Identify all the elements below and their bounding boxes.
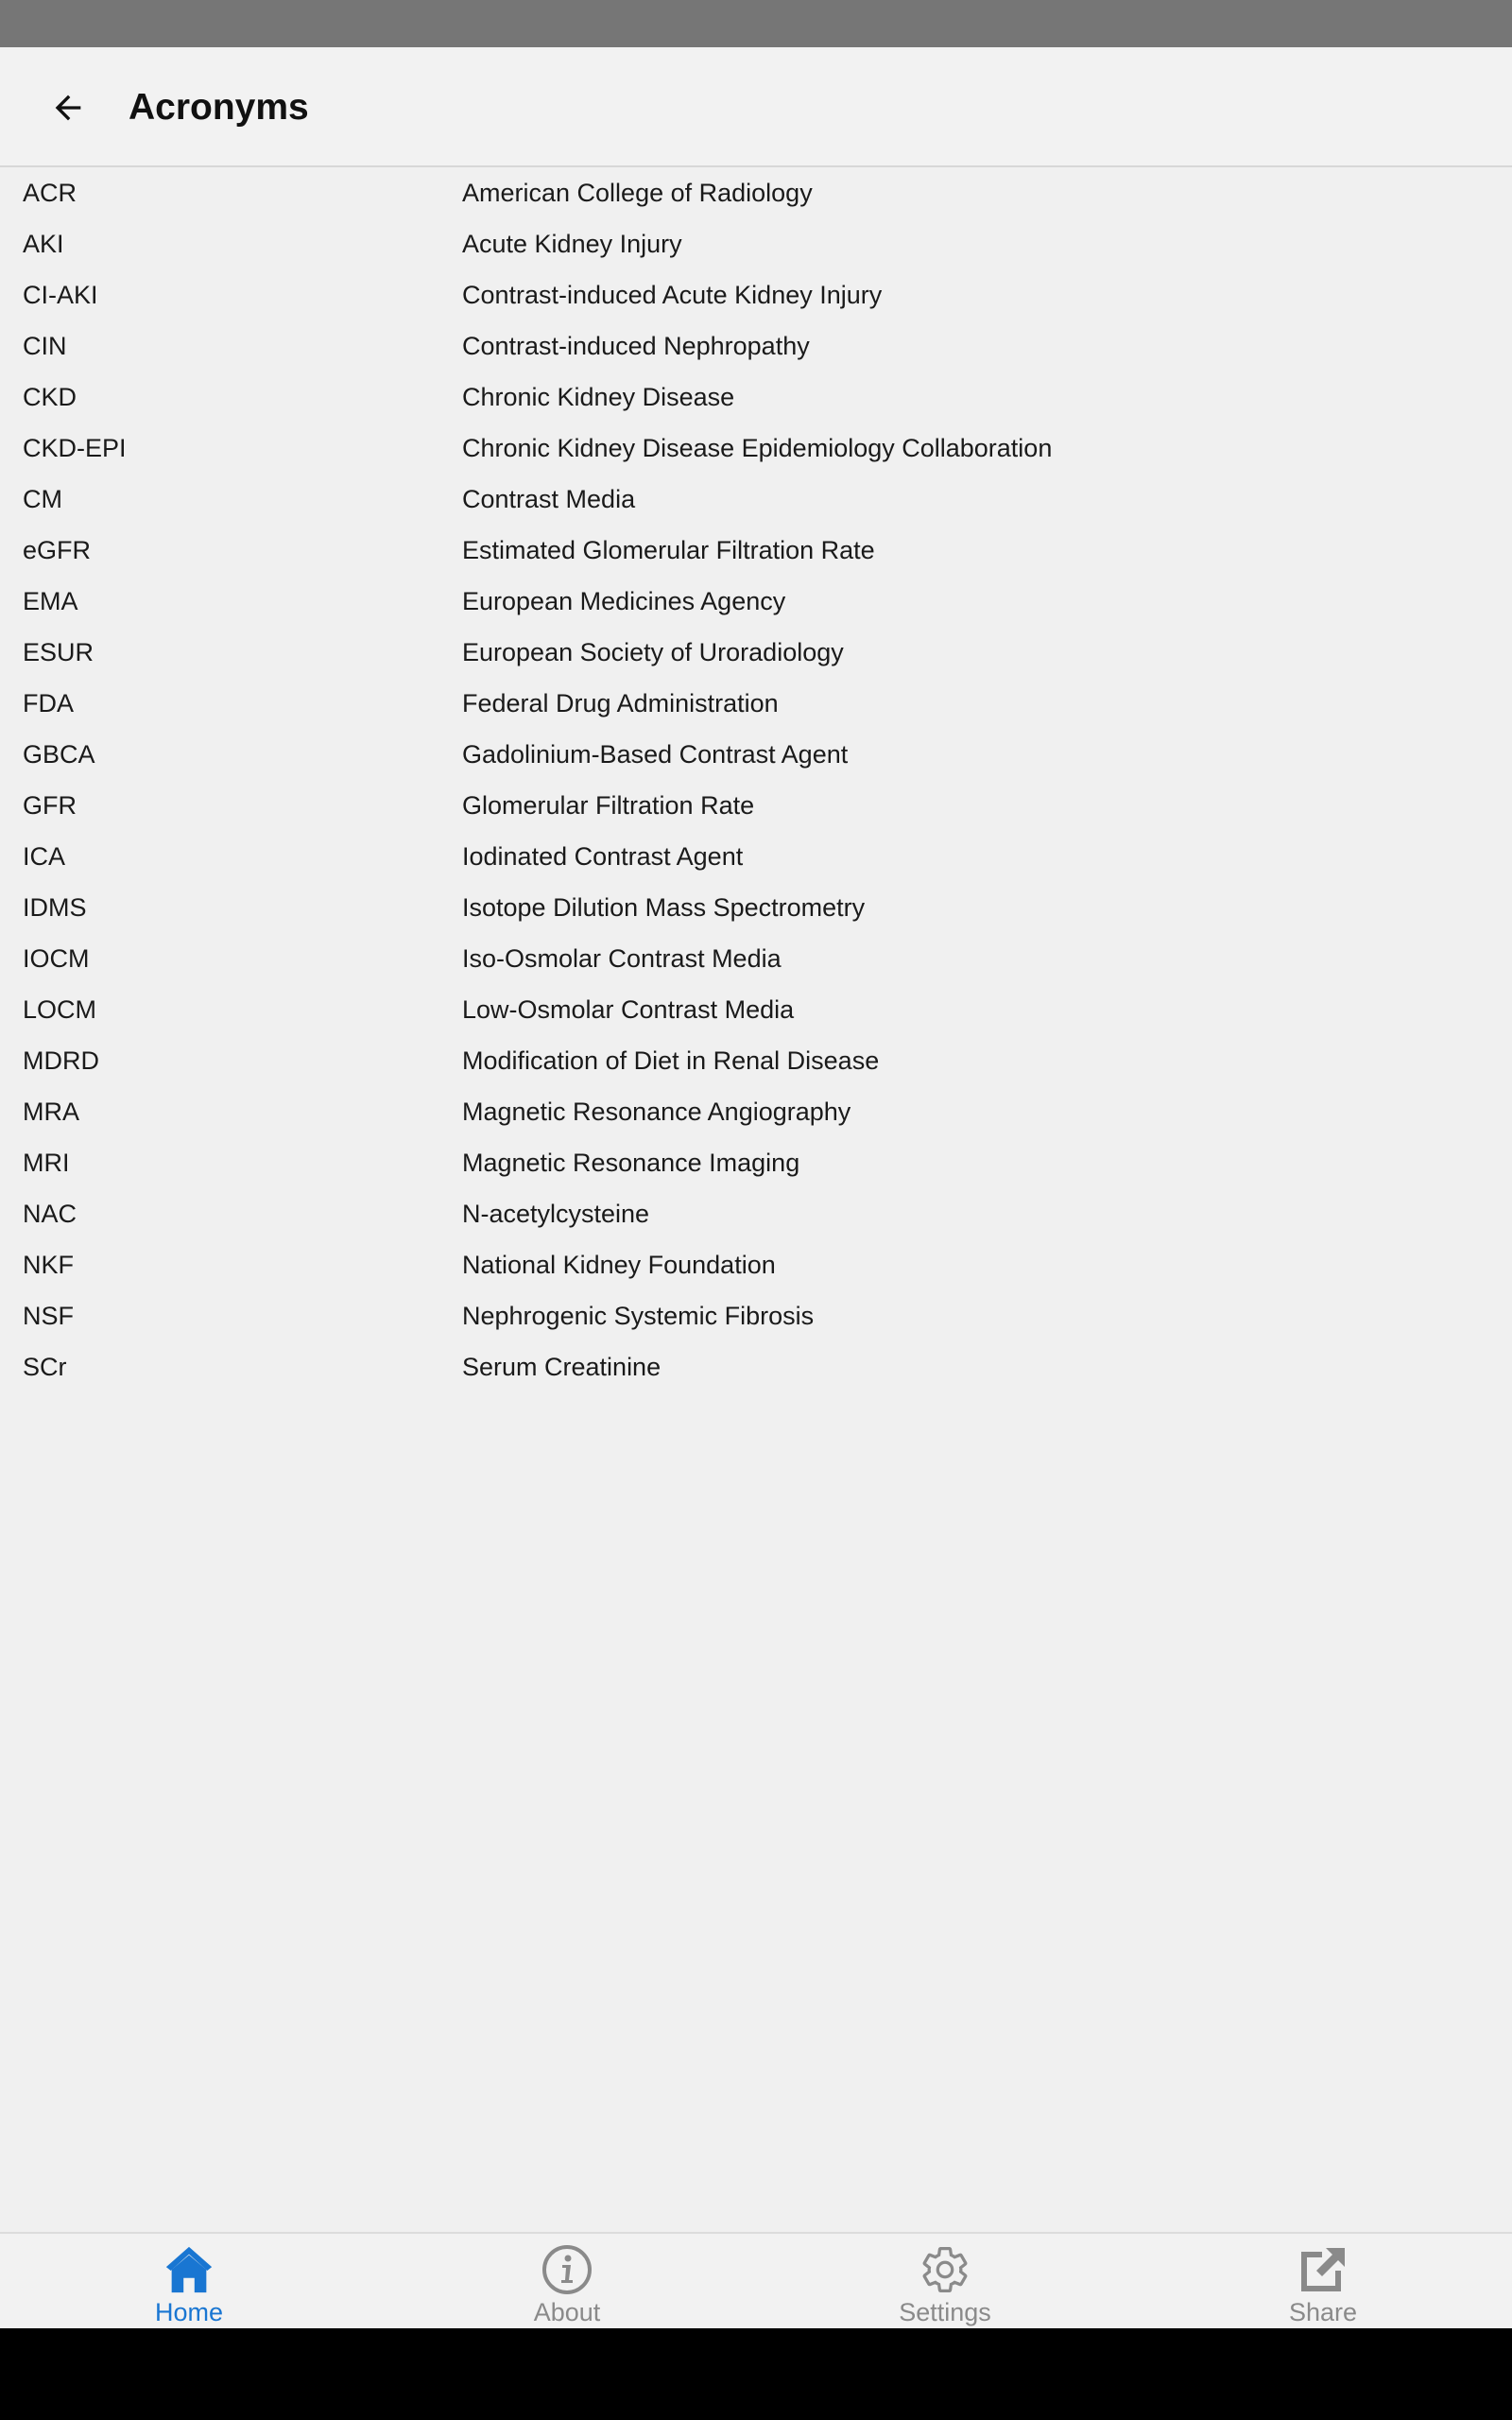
nav-label: Home [154,2298,224,2326]
app-bar [0,47,1512,167]
acronym-abbr: ACR [23,179,77,207]
list-item [0,474,1512,525]
nav-home[interactable] [0,2234,378,2328]
acronym-definition: National Kidney Foundation [462,1251,776,1279]
acronym-definition: Federal Drug Administration [462,689,779,717]
acronym-definition: American College of Radiology [462,179,813,207]
acronym-definition: Contrast Media [462,485,636,513]
list-item [0,1188,1512,1239]
acronym-abbr: NAC [23,1200,77,1228]
nav-about[interactable] [378,2234,756,2328]
acronym-definition: Magnetic Resonance Angiography [462,1098,851,1126]
acronym-abbr: IDMS [23,893,87,922]
acronym-abbr: CKD [23,383,77,411]
acronym-definition: European Society of Uroradiology [462,638,844,666]
list-item [0,576,1512,627]
acronym-abbr: NSF [23,1302,74,1330]
acronym-abbr: CM [23,485,62,513]
list-item [0,423,1512,474]
nav-label: Share [1288,2298,1358,2326]
list-item [0,372,1512,423]
acronym-list [0,167,1512,1392]
acronym-abbr: ESUR [23,638,94,666]
acronym-abbr: AKI [23,230,64,258]
page-title: Acronyms [129,87,309,128]
list-item [0,167,1512,218]
acronym-definition: Contrast-induced Nephropathy [462,332,810,360]
bottom-nav [0,2232,1512,2328]
acronym-abbr: LOCM [23,995,97,1024]
share-icon [1297,2243,1349,2296]
acronym-definition: Nephrogenic Systemic Fibrosis [462,1302,815,1330]
nav-label: About [533,2298,601,2326]
acronym-abbr: IOCM [23,944,90,973]
acronym-abbr: CIN [23,332,67,360]
back-button[interactable] [34,74,102,142]
acronym-definition: Magnetic Resonance Imaging [462,1149,800,1177]
info-icon [541,2243,593,2296]
acronym-definition: Chronic Kidney Disease [462,383,735,411]
acronym-abbr: MDRD [23,1046,99,1075]
acronym-definition: Gadolinium-Based Contrast Agent [462,740,849,769]
acronym-definition: Glomerular Filtration Rate [462,791,755,820]
arrow-left-icon [49,89,87,127]
acronym-abbr: CI-AKI [23,281,98,309]
acronym-definition: Modification of Diet in Renal Disease [462,1046,880,1075]
list-item [0,627,1512,678]
acronym-definition: Acute Kidney Injury [462,230,682,258]
acronym-abbr: CKD-EPI [23,434,127,462]
acronym-definition: Low-Osmolar Contrast Media [462,995,795,1024]
list-item [0,780,1512,831]
list-item [0,882,1512,933]
list-item [0,984,1512,1035]
home-icon [163,2243,215,2296]
acronym-abbr: GFR [23,791,77,820]
acronym-abbr: eGFR [23,536,92,564]
acronym-definition: Isotope Dilution Mass Spectrometry [462,893,866,922]
acronym-definition: N-acetylcysteine [462,1200,650,1228]
system-navigation-bar [0,2328,1512,2420]
list-item [0,218,1512,269]
list-item [0,269,1512,320]
list-item [0,525,1512,576]
acronym-definition: Estimated Glomerular Filtration Rate [462,536,875,564]
acronym-abbr: SCr [23,1353,67,1381]
list-item [0,1239,1512,1290]
list-item [0,831,1512,882]
acronym-abbr: NKF [23,1251,74,1279]
acronym-definition: Iodinated Contrast Agent [462,842,744,871]
list-item [0,933,1512,984]
list-item [0,1341,1512,1392]
nav-share[interactable] [1134,2234,1512,2328]
list-item [0,729,1512,780]
list-item [0,1137,1512,1188]
gear-icon [919,2243,971,2296]
acronym-definition: Serum Creatinine [462,1353,662,1381]
nav-label: Settings [899,2298,991,2326]
acronym-abbr: FDA [23,689,74,717]
list-item [0,1086,1512,1137]
acronym-abbr: GBCA [23,740,95,769]
acronym-abbr: MRI [23,1149,70,1177]
list-item [0,678,1512,729]
list-item [0,1035,1512,1086]
status-bar [0,0,1512,47]
acronym-abbr: ICA [23,842,66,871]
acronym-definition: Chronic Kidney Disease Epidemiology Collaboration [462,434,1053,462]
nav-settings[interactable] [756,2234,1134,2328]
acronym-definition: European Medicines Agency [462,587,786,615]
list-item [0,1290,1512,1341]
acronym-abbr: MRA [23,1098,79,1126]
acronym-definition: Contrast-induced Acute Kidney Injury [462,281,883,309]
acronym-abbr: EMA [23,587,78,615]
acronym-definition: Iso-Osmolar Contrast Media [462,944,782,973]
list-item [0,320,1512,372]
